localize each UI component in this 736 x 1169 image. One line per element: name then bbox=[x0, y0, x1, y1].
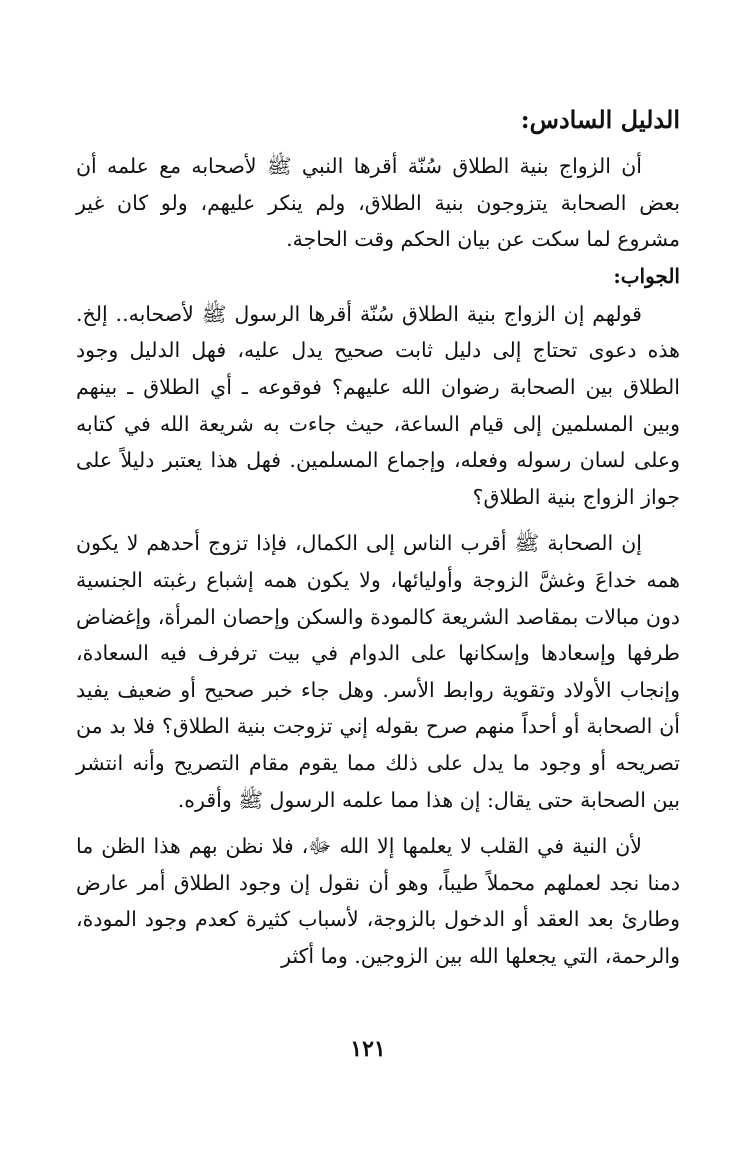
section-heading: الدليل السادس: bbox=[520, 105, 680, 134]
paragraph-answer-1: قولهم إن الزواج بنية الطلاق سُنّة أقرها الرسول ﷺ لأصحابه.. إلخ. هذه دعوى تحتاج إلى دليل ثابت صحيح يدل عليه، فهل الدليل وجود الطلاق بين الصحابة رضوان الله عليهم؟ فوقوعه ـ أي الطلاق ـ بينهم وبين المسلمين إلى قيام الساعة، حيث جاءت به شريعة الله في كتابه وعلى لسان رسوله وفعله، وإجماع المسلمين. فهل هذا يعتبر دليلاً على جواز الزواج بنية الطلاق؟ bbox=[76, 301, 680, 509]
paragraph-argument: أن الزواج بنية الطلاق سُنّة أقرها النبي ﷺ لأصحابه مع علمه أن بعض الصحابة يتزوجون بنية الطلاق، ولم ينكر عليهم، ولو كان غير مشروع لما سكت عن بيان الحكم وقت الحاجة. bbox=[76, 154, 680, 252]
page-body bbox=[76, 96, 680, 974]
paragraph-answer-3: لأن النية في القلب لا يعلمها إلا الله ﷻ، فلا نظن بهم هذا الظن ما دمنا نجد لعملهم محملاً طيباً، وهو أن نقول إن وجود الطلاق أمر عارض وطارئ بعد العقد أو الدخول بالزوجة، لأسباب كثيرة كعدم وجود المودة، والرحمة، التي يجعلها الله بين الزوجين. وما أكثر bbox=[76, 834, 680, 968]
paragraph-answer-2: إن الصحابة ﷺ أقرب الناس إلى الكمال، فإذا تزوج أحدهم لا يكون همه خداعَ وغشَّ الزوجة وأوليائها، ولا يكون همه إشباع رغبته الجنسية دون مبالات بمقاصد الشريعة كالمودة والسكن وإحصان المرأة، وإغضاض طرفها وإسعادها وإسكانها على الدوام في بيت ترفرف فيه السعادة، وإنجاب الأولاد وتقوية روابط الأسر. وهل جاء خبر صحيح أو ضعيف يفيد أن الصحابة أو أحداً منهم صرح بقوله إني تزوجت بنية الطلاق؟ فلا بد من تصريحه أو وجود ما يدل على ذلك مما يقوم مقام التصريح وأنه انتشر بين الصحابة حتى يقال: إن هذا مما علمه الرسول ﷺ وأقره. bbox=[76, 531, 680, 812]
page-number: ١٢١ bbox=[350, 1036, 386, 1062]
answer-heading: الجواب: bbox=[613, 263, 680, 288]
